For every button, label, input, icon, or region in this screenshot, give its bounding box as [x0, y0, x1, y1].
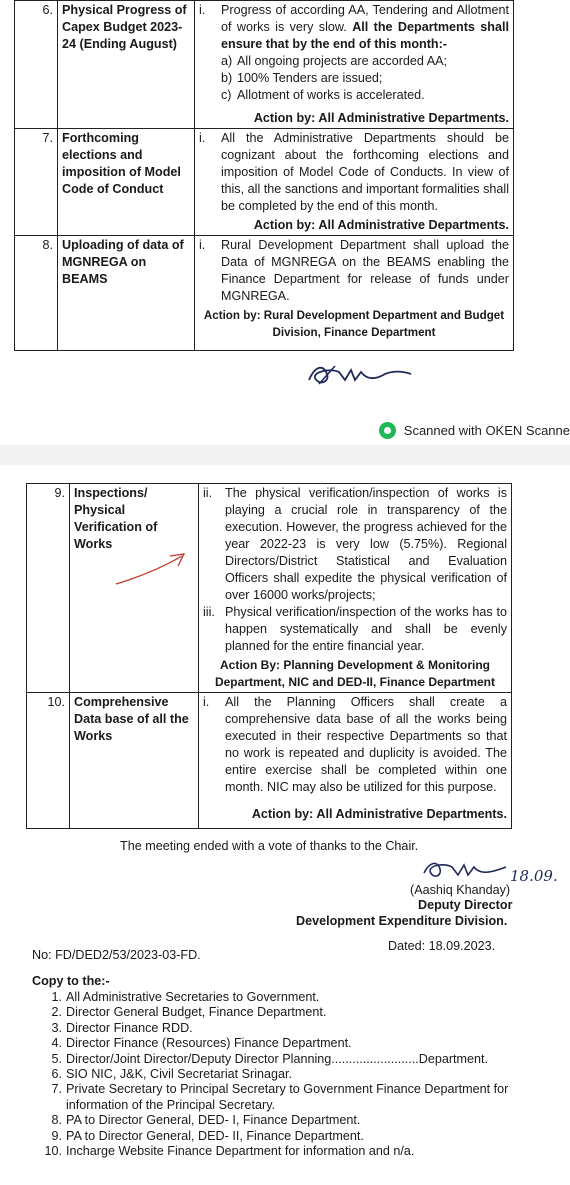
point-text: The physical verification/inspection of works is playing a crucial role in transparency of the execution. However, the progress achieved for the year 2022-23 is very low (5.75%). Regional Directors/District Statistical and Evaluation Officers shall expedite the physical verification of over 16000 works/projects;: [225, 486, 507, 602]
signature-image: [420, 855, 510, 885]
action-by: Action by: Rural Development Department and Budget Division, Finance Department: [203, 309, 505, 339]
point-number: i.: [199, 3, 206, 17]
table-row: [15, 1, 514, 129]
signatory-name: (Aashiq Khanday): [410, 883, 511, 897]
list-item: 2. Director General Budget, Finance Department.: [51, 1005, 327, 1020]
row-number: 6.: [15, 1, 58, 129]
subpoint: b) 100% Tenders are issued;: [221, 71, 383, 85]
scanned-with-text: Scanned with OKEN Scanne: [403, 423, 570, 438]
point-text: Rural Development Department shall upload the Data of MGNREGA on the BEAMS enabling the Finance Department for release of funds under MGNREGA.: [221, 238, 509, 303]
list-item: 10. Incharge Website Finance Department for information and n/a.: [44, 1144, 415, 1159]
row-number: 9.: [27, 484, 70, 693]
row-number: 7.: [15, 129, 58, 236]
signatory-division: Development Expenditure Division.: [296, 914, 508, 928]
closing-line: The meeting ended with a vote of thanks to the Chair.: [120, 839, 419, 853]
row-topic: Physical Progress of Capex Budget 2023-24 (Ending August): [58, 1, 195, 129]
pen-arrow-annotation: [112, 550, 192, 590]
dated: Dated: 18.09.2023.: [388, 939, 496, 953]
signature-image: [305, 358, 415, 392]
list-item: 7. Private Secretary to Principal Secretary to Government Finance Department for information of the Principal Secretary.: [51, 1082, 509, 1112]
page-1: [0, 0, 570, 445]
list-item: 1. All Administrative Secretaries to Government.: [51, 990, 320, 1004]
row-body: [195, 129, 514, 236]
list-item: 4. Director Finance (Resources) Finance Department.: [51, 1036, 352, 1051]
copy-heading: Copy to the:-: [32, 974, 110, 988]
point-number: i.: [203, 695, 210, 709]
table-row: [15, 129, 514, 236]
scanned-with-footer: [379, 422, 570, 439]
row-topic: Inspections/ Physical Verification of Works: [70, 484, 199, 693]
minutes-table-page-2: [26, 483, 512, 829]
table-row: [27, 693, 512, 829]
list-item: 9. PA to Director General, DED- II, Finance Department.: [51, 1128, 364, 1143]
subpoint: c) Allotment of works is accelerated.: [221, 88, 425, 102]
row-body: [199, 484, 512, 693]
point-number: i.: [199, 131, 206, 145]
row-body: [195, 1, 514, 129]
minutes-table-page-1: [14, 0, 514, 351]
action-by: Action by: All Administrative Departments.: [253, 111, 509, 125]
row-topic: Forthcoming elections and imposition of Model Code of Conduct: [58, 129, 195, 236]
point: [203, 694, 507, 796]
oken-scanner-icon: [379, 422, 396, 439]
row-topic: Comprehensive Data base of all the Works: [70, 693, 199, 829]
action-by: Action by: All Administrative Departments.: [251, 807, 507, 821]
row-topic: Uploading of data of MGNREGA on BEAMS: [58, 236, 195, 351]
point-number: i.: [199, 238, 206, 252]
point-text: Progress of according AA, Tendering and Allotment of works is very slow.: [221, 3, 509, 34]
action-by: Action By: Planning Development & Monitoring Department, NIC and DED-II, Finance Department: [214, 658, 496, 689]
list-item: 5. Director/Joint Director/Deputy Director Planning.........................Department.: [51, 1051, 489, 1066]
subpoint: a) All ongoing projects are accorded AA;: [221, 54, 448, 68]
signature-date: 18.09.: [510, 867, 558, 885]
point-number: iii.: [203, 605, 215, 619]
point-text: All the Administrative Departments should be cognizant about the forthcoming elections and imposition of Model Code of Conducts. In view of this, all the sanctions and important formalities shall be completed by the end of this month.: [221, 131, 509, 213]
point-text: All the Planning Officers shall create a comprehensive data base of all the works being executed in their respective Departments so that no work is repeated and duplicity is avoided. The entire exercise shall be completed within one month. NIC may also be utilized for this purpose.: [225, 695, 507, 794]
point: [199, 130, 509, 215]
list-item: 6. SIO NIC, J&K, Civil Secretariat Srinagar.: [51, 1067, 293, 1082]
row-body: [195, 236, 514, 351]
point: [203, 604, 507, 655]
point-text-bold: All the Departments shall ensure that by the end of this month:-: [221, 20, 509, 51]
action-by: Action by: All Administrative Departments.: [253, 218, 509, 232]
point-number: ii.: [203, 486, 213, 500]
table-row: [27, 484, 512, 693]
reference-number: No: FD/DED2/53/2023-03-FD.: [32, 948, 201, 962]
point: [199, 2, 509, 53]
point: [203, 485, 507, 604]
table-row: [15, 236, 514, 351]
signatory-title: Deputy Director: [418, 898, 513, 912]
list-item: 3. Director Finance RDD.: [51, 1020, 193, 1035]
point: [199, 237, 509, 305]
copy-list: [40, 990, 510, 1159]
row-number: 8.: [15, 236, 58, 351]
row-body: [199, 693, 512, 829]
row-number: 10.: [27, 693, 70, 829]
point-text: Physical verification/inspection of the works has to happen systematically and shall be evenly planned for the entire financial year.: [225, 605, 507, 653]
list-item: 8. PA to Director General, DED- I, Finance Department.: [51, 1113, 361, 1128]
page-gap: [0, 445, 570, 465]
page-2: [0, 465, 570, 1185]
